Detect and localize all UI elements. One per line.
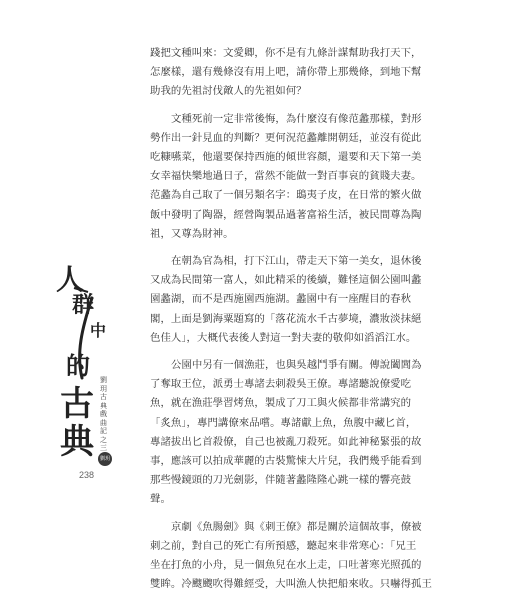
text-line: 魚，就在漁莊學習烤魚，製成了刀工與火候都非常講究的 (150, 397, 412, 410)
text-line: 在朝為官為相，打下江山，帶走天下第一美女，退休後 (171, 255, 422, 268)
paragraph-5 (150, 518, 450, 595)
text-line: 園蠡湖，而不是西施園西施湖。蠡園中有一座醒目的春秋 (150, 293, 412, 306)
text-line: 踐把文種叫來：文愛卿，你不是有九條計謀幫助我打天下， (150, 47, 422, 59)
text-line: 勢作出一針見血的判斷？更何況范蠡離開朝廷，並沒有從此 (150, 131, 422, 144)
text-line: 怎麼樣，還有幾條沒有用上吧，請你帶上那幾條，到地下幫 (150, 66, 422, 79)
text-line: 閣，上面是劉海粟題寫的「落花流水千古夢境，濃妝淡抹絕 (150, 312, 422, 325)
series-subtitle: 劉玥古典戲曲記之三 (100, 376, 107, 452)
text-line: 文種死前一定非常後悔，為什麼沒有像范蠡那樣，對形 (171, 112, 422, 125)
text-line: 又成為民間第一富人，如此精采的後續，難怪這個公園叫蠡 (150, 274, 422, 287)
text-line: 女幸福快樂地過日子，當然不能做一對百事哀的貧賤夫妻。 (150, 170, 422, 183)
page-number: 238 (79, 470, 95, 480)
text-line: 祖，又尊為財神。 (150, 227, 234, 240)
text-line: 范蠡為自己取了一個另類名字：鴟夷子皮，在日常的繁火做 (150, 189, 422, 202)
title-char: 的 (66, 351, 90, 380)
paragraph-4 (150, 356, 450, 510)
paragraph-1 (150, 44, 450, 102)
text-line: 坐在打魚的小舟，見一個魚兒在水上走，口吐著寒光照孤的 (150, 559, 422, 572)
text-line: 刺之前，對自己的死亡有所預感，聽起來非常寒心：「兄王 (150, 539, 417, 552)
title-char: 群 (72, 292, 95, 318)
text-line: 京劇《魚腸劍》與《刺王僚》都是關於這個故事，僚被 (171, 520, 422, 533)
paragraph-3 (150, 252, 450, 348)
title-char: 古 (60, 384, 94, 424)
title-char: 中 (90, 321, 107, 340)
text-line: 專諸拔出匕首殺僚，自己也被亂刀殺死。如此神秘緊張的故 (150, 435, 422, 448)
seal-text: 劉玥 (99, 456, 110, 462)
title-char: 人 (56, 263, 85, 296)
title-char: 典 (60, 422, 94, 462)
paragraph-2 (150, 110, 450, 244)
text-line: 「炙魚」，專門講僚來品嚐。專諸獻上魚，魚腹中藏匕首， (150, 416, 417, 429)
text-line: 事，應該可以拍成華麗的古裝驚悚大片兒，我們幾乎能看到 (150, 455, 422, 468)
text-line: 色佳人」，大概代表後人對這一對夫妻的敬仰如滔滔江水。 (150, 331, 417, 344)
text-line: 吃糠嚥菜，他還要保持西施的傾世容顏，還要和天下第一美 (150, 151, 422, 164)
seal-stamp (98, 452, 112, 466)
text-line: 助我的先祖討伐敵人的先祖如何？ (150, 85, 307, 98)
text-line: 了奪取王位，派勇士專諸去刺殺吳王僚。專諸聽說僚愛吃 (150, 378, 412, 391)
series-title-mark (52, 258, 112, 468)
body-text (150, 44, 450, 602)
text-line: 那些慢鏡頭的刀光劍影，伴隨著蠡隆隆心跳一樣的響亮鼓 (150, 474, 412, 487)
text-line: 公園中另有一個漁莊，也與吳越鬥爭有關。傳說闔閭為 (171, 359, 422, 372)
text-line: 雙眸。冷颼颼吹得難經受，大叫漁人快把船來收。只嚇得孤王 (150, 578, 432, 591)
text-line: 聲。 (150, 493, 171, 506)
text-line: 飯中發明了陶器，經營陶製品過著富裕生活，被民間尊為陶 (150, 208, 422, 221)
